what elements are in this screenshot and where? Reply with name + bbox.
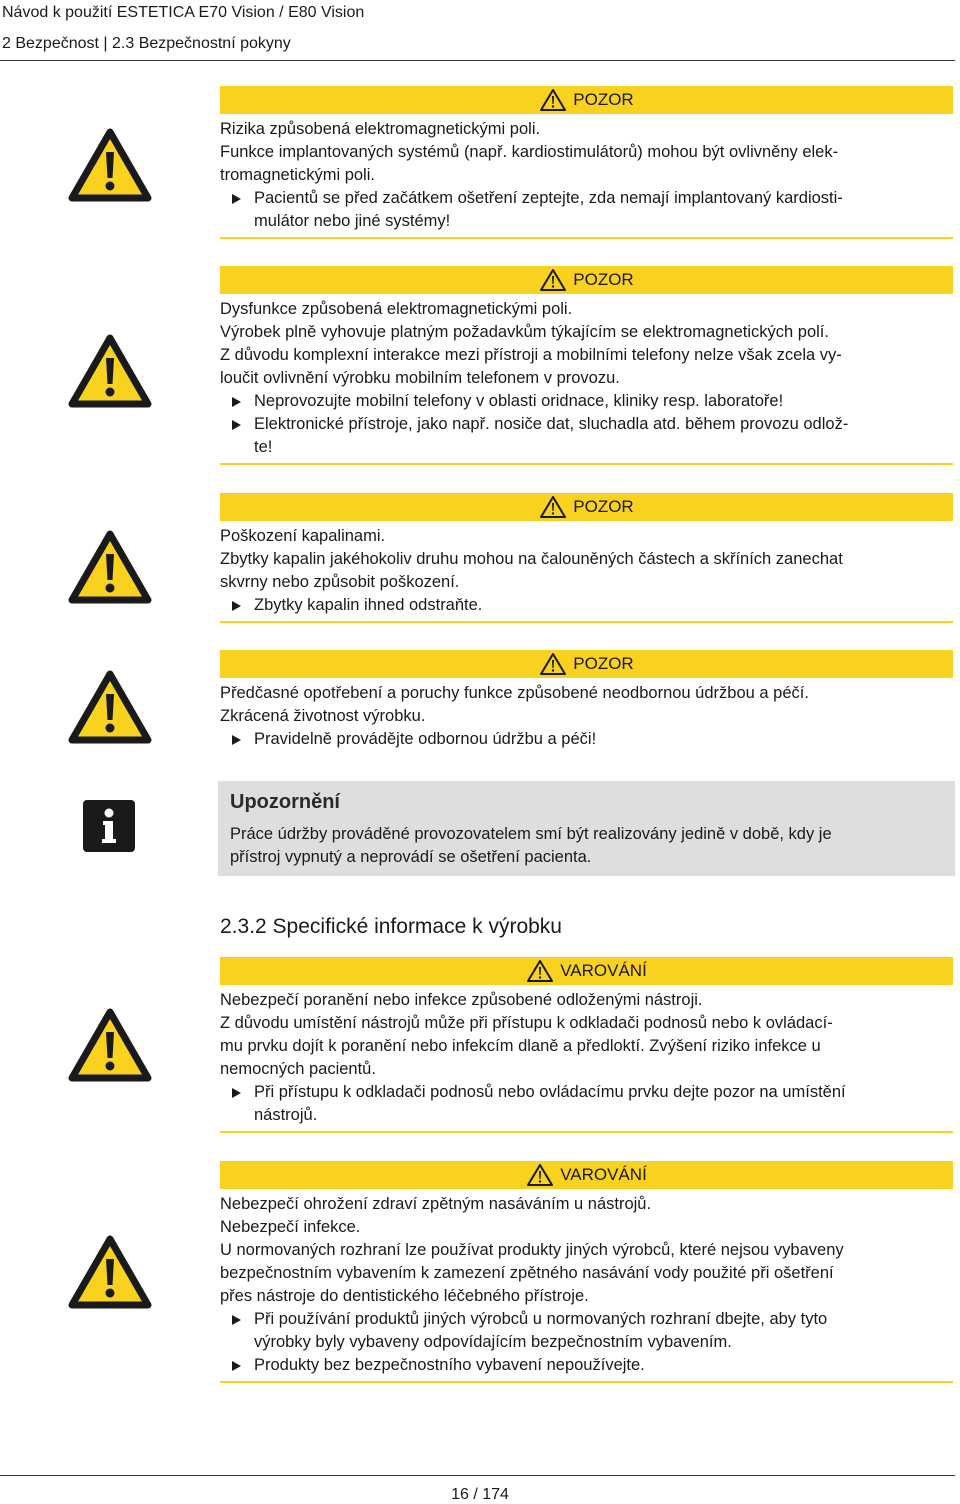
notice-divider [220, 621, 953, 623]
notice-text [220, 705, 953, 728]
bullet-item [220, 390, 953, 413]
notice-title: Nebezpečí poranění nebo infekce způsobené odloženými nástroji. [220, 991, 703, 1009]
caution-notice [220, 266, 953, 465]
text-line: loučit ovlivnění výrobku mobilním telefonem v provozu. [220, 369, 620, 387]
bullet-item [220, 1081, 953, 1127]
text-line: Zbytky kapalin ihned odstraňte. [254, 596, 483, 614]
bullet-item [220, 1308, 953, 1354]
text-line: Práce údržby prováděné provozovatelem smí být realizovány jedině v době, kdy je [230, 825, 832, 843]
text-line: te! [254, 438, 273, 456]
notice-title: Nebezpečí ohrožení zdraví zpětným nasáváním u nástrojů. [220, 1195, 652, 1213]
text-line: skvrny nebo způsobit poškození. [220, 573, 460, 591]
breadcrumb: 2 Bezpečnost | 2.3 Bezpečnostní pokyny [2, 35, 291, 52]
warning-small-icon [539, 268, 567, 292]
section-heading: 2.3.2 Specifické informace k výrobku [220, 915, 562, 938]
text-line: nástrojů. [254, 1106, 318, 1124]
notice-level: VAROVÁNÍ [560, 1165, 647, 1184]
caution-bar [220, 493, 953, 521]
caution-notice [220, 493, 953, 623]
text-line: mu prvku dojít k poranění nebo infekcím dlaně a předloktí. Zvýšení riziko infekce u [220, 1037, 821, 1055]
page-header [0, 0, 955, 61]
notice-text [220, 141, 953, 187]
warning-notice [220, 1161, 953, 1383]
caution-bar [220, 86, 953, 114]
caution-bar [220, 266, 953, 294]
notice-level: POZOR [573, 497, 634, 516]
notice-text [220, 548, 953, 594]
notice-level: POZOR [573, 270, 634, 289]
notice-level: POZOR [573, 654, 634, 673]
text-line: Pacientů se před začátkem ošetření zeptejte, zda nemají implantovaný kardiosti- [254, 189, 843, 207]
caution-bar [220, 650, 953, 678]
notice-level: POZOR [573, 90, 634, 109]
warning-triangle-icon [68, 128, 152, 202]
warning-small-icon [526, 1163, 554, 1187]
text-line: Pravidelně provádějte odbornou údržbu a péči! [254, 730, 597, 748]
info-icon [83, 800, 135, 852]
text-line: Neprovozujte mobilní telefony v oblasti oridnace, kliniky resp. laboratoře! [254, 392, 784, 410]
caution-notice [220, 86, 953, 239]
notice-text [220, 1012, 953, 1081]
warning-triangle-icon [68, 530, 152, 604]
warning-triangle-icon [68, 1008, 152, 1082]
text-line: bezpečnostním vybavením k zamezení zpětného nasávání vody použité při ošetření [220, 1264, 834, 1282]
notice-text [220, 321, 953, 390]
notice-divider [220, 463, 953, 465]
caution-notice [220, 650, 953, 751]
text-line: Produkty bez bezpečnostního vybavení nepoužívejte. [254, 1356, 645, 1374]
notice-divider [220, 1381, 953, 1383]
notice-divider [220, 237, 953, 239]
bullet-item [220, 187, 953, 233]
notice-text [220, 1216, 953, 1308]
info-text [230, 823, 943, 869]
text-line: U normovaných rozhraní lze používat produkty jiných výrobců, které nejsou vybaveny [220, 1241, 844, 1259]
warning-small-icon [539, 88, 567, 112]
bullet-item [220, 1354, 953, 1377]
notice-title: Rizika způsobená elektromagnetickými poli. [220, 120, 541, 138]
text-line: Zkrácená životnost výrobku. [220, 707, 426, 725]
warning-notice [220, 957, 953, 1133]
info-box [218, 781, 955, 876]
bullet-item [220, 413, 953, 459]
text-line: Z důvodu komplexní interakce mezi přístroji a mobilními telefony nelze však zcela vy- [220, 346, 842, 364]
bullet-item [220, 594, 953, 617]
text-line: Zbytky kapalin jakéhokoliv druhu mohou na čalouněných částech a skříních zanechat [220, 550, 843, 568]
text-line: nemocných pacientů. [220, 1060, 376, 1078]
warning-small-icon [526, 959, 554, 983]
notice-title: Dysfunkce způsobená elektromagnetickými poli. [220, 300, 573, 318]
warning-bar [220, 957, 953, 985]
text-line: Z důvodu umístění nástrojů může při přístupu k odkladači podnosů nebo k ovládací- [220, 1014, 833, 1032]
text-line: mulátor nebo jiné systémy! [254, 212, 451, 230]
text-line: výrobky byly vybaveny odpovídajícím bezpečnostním vybavením. [254, 1333, 732, 1351]
page-number: 16 / 174 [451, 1486, 509, 1503]
warning-small-icon [539, 495, 567, 519]
warning-small-icon [539, 652, 567, 676]
text-line: přístroj vypnutý a neprovádí se ošetření pacienta. [230, 848, 592, 866]
notice-title: Poškození kapalinami. [220, 527, 386, 545]
text-line: Při přístupu k odkladači podnosů nebo ovládacímu prvku dejte pozor na umístění [254, 1083, 846, 1101]
text-line: Při používání produktů jiných výrobců u normovaných rozhraní dbejte, aby tyto [254, 1310, 828, 1328]
warning-triangle-icon [68, 1235, 152, 1309]
text-line: Nebezpečí infekce. [220, 1218, 361, 1236]
text-line: Funkce implantovaných systémů (např. kardiostimulátorů) mohou být ovlivněny elek- [220, 143, 839, 161]
warning-triangle-icon [68, 670, 152, 744]
text-line: tromagnetickými poli. [220, 166, 375, 184]
text-line: Elektronické přístroje, jako např. nosiče dat, sluchadla atd. během provozu odlož- [254, 415, 849, 433]
text-line: přes nástroje do dentistického léčebného přístroje. [220, 1287, 589, 1305]
notice-divider [220, 1131, 953, 1133]
notice-level: VAROVÁNÍ [560, 961, 647, 980]
warning-bar [220, 1161, 953, 1189]
text-line: Výrobek plně vyhovuje platným požadavkům týkajícím se elektromagnetických polí. [220, 323, 829, 341]
notice-title: Předčasné opotřebení a poruchy funkce způsobené neodbornou údržbou a péčí. [220, 684, 809, 702]
bullet-item [220, 728, 953, 751]
warning-triangle-icon [68, 334, 152, 408]
info-title: Upozornění [230, 791, 340, 813]
document-title: Návod k použití ESTETICA E70 Vision / E80 Vision [2, 4, 365, 21]
